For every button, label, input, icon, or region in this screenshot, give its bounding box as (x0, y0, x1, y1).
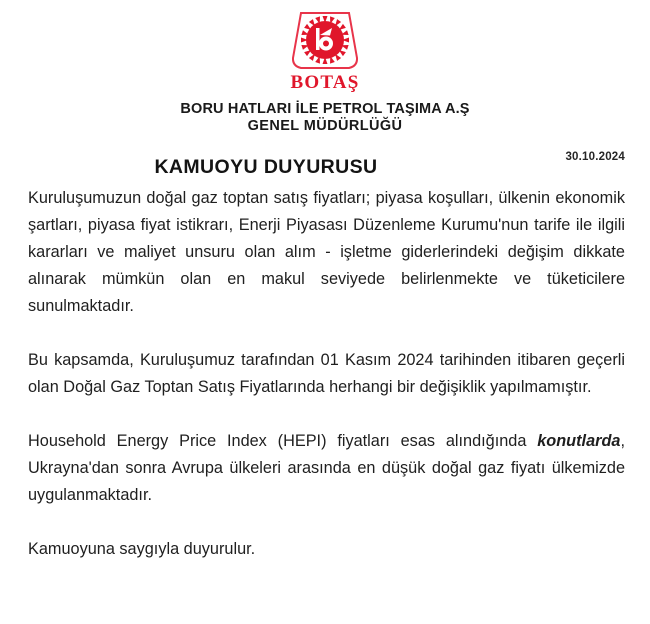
document-body (28, 185, 625, 563)
page-title: KAMUOYU DUYURUSU (154, 156, 378, 178)
letterhead (0, 0, 650, 135)
organization-line-1: BORU HATLARI İLE PETROL TAŞIMA A.Ş (180, 101, 470, 117)
title-row (0, 151, 650, 185)
paragraph-3-text-after: , Ukrayna'dan sonra Avrupa ülkeleri arasında en düşük doğal gaz fiyatı ülkemizde uygulanmaktadır. (28, 432, 625, 504)
paragraph-3-emphasis: konutlarda (537, 432, 621, 450)
paragraph-3-text-before: Household Energy Price Index (HEPI) fiyatları esas alındığında (28, 432, 538, 450)
paragraph-3 (28, 428, 625, 509)
paragraph-4: Kamuoyuna saygıyla duyurulur. (28, 540, 256, 558)
document-date: 30.10.2024 (565, 151, 625, 163)
botas-logo-icon (286, 10, 364, 72)
paragraph-2: Bu kapsamda, Kuruluşumuz tarafından 01 Kasım 2024 tarihinden itibaren geçerli olan Doğal Gaz Toptan Satış Fiyatlarında herhangi bir değişiklik yapılmamıştır. (28, 351, 625, 396)
organization-name (0, 101, 650, 135)
botas-wordmark: BOTAŞ (290, 72, 360, 93)
paragraph-1: Kuruluşumuzun doğal gaz toptan satış fiyatları; piyasa koşulları, ülkenin ekonomik şartları, piyasa fiyat istikrarı, Enerji Piyasası Düzenleme Kurumu'nun tarife ile ilgili kararları ve maliyet unsuru olan alım - işletme giderlerindeki değişim dikkate alınarak mümkün olan en makul seviyede belirlenmekte ve tüketicilere sunulmaktadır. (28, 189, 625, 315)
organization-line-2: GENEL MÜDÜRLÜĞÜ (247, 118, 403, 134)
